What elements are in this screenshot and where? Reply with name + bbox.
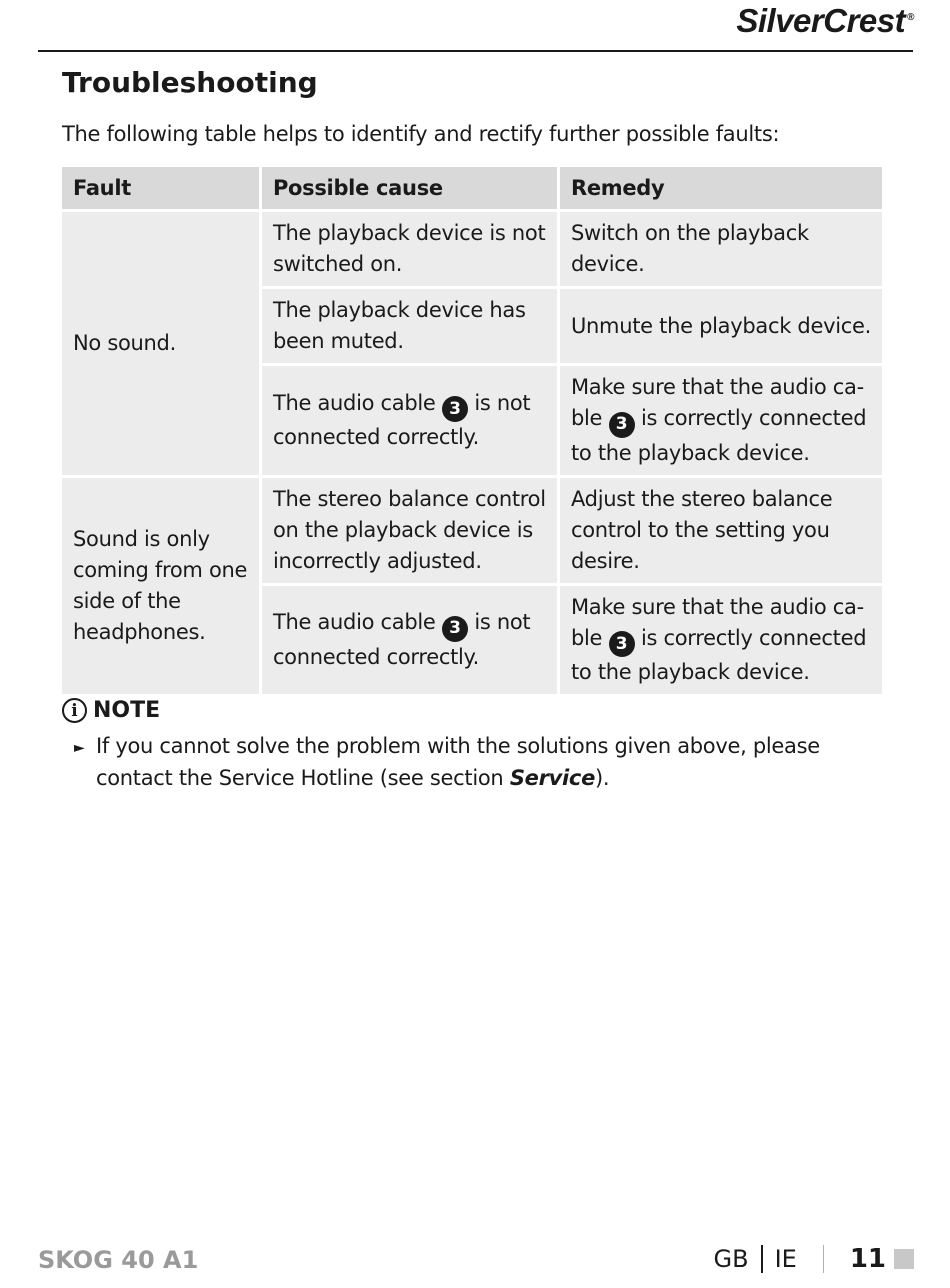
remedy-text: is correctly connected to the playback device. [570, 625, 867, 684]
remedy-text: is correctly connected to the playback device. [570, 406, 867, 465]
troubleshooting-table [59, 164, 885, 697]
language-ie: IE [774, 1245, 797, 1273]
page-number: 11 [849, 1244, 886, 1274]
service-section-reference: Service [509, 766, 596, 790]
brand-logo [736, 2, 914, 40]
note-heading [62, 698, 160, 723]
registered-mark: ® [907, 12, 914, 23]
part-number-badge: 3 [442, 396, 468, 422]
note-item [74, 730, 890, 794]
header-fault: Fault [62, 167, 259, 209]
footer-divider [823, 1245, 824, 1273]
cause-cell: The playback device has been muted. [262, 289, 557, 363]
language-gb: GB [713, 1245, 749, 1273]
part-number-badge: 3 [609, 631, 635, 657]
note-title: NOTE [93, 698, 161, 723]
cause-text: The audio cable [272, 610, 436, 634]
cause-cell [262, 366, 557, 475]
bullet-arrow-icon: ► [74, 740, 85, 756]
part-number-badge: 3 [442, 616, 468, 642]
fault-cell: No sound. [62, 212, 259, 475]
note-text-start: If you cannot solve the problem with the solutions given above, please contact the Service Hotline (see section [96, 734, 820, 790]
header-cause: Possible cause [262, 167, 557, 209]
note-text-end: ). [595, 766, 610, 790]
footer-page-info [714, 1244, 915, 1274]
page-marker [894, 1249, 914, 1269]
table-row [62, 478, 882, 583]
cause-text: The audio cable [272, 390, 436, 415]
header-remedy: Remedy [560, 167, 882, 209]
part-number-badge: 3 [609, 412, 635, 438]
remedy-cell: Adjust the stereo balance control to the setting you desire. [560, 478, 882, 583]
page-title: Troubleshooting [62, 66, 318, 99]
table-row [62, 212, 882, 286]
remedy-text: Make sure that the audio ca-ble [570, 594, 864, 650]
remedy-cell [560, 366, 882, 475]
table-header-row [62, 167, 882, 209]
language-divider [761, 1245, 763, 1273]
fault-cell: Sound is only coming from one side of the headphones. [62, 478, 259, 695]
remedy-cell: Unmute the playback device. [560, 289, 882, 363]
remedy-cell [560, 586, 882, 695]
info-icon: i [62, 698, 87, 723]
cause-cell: The stereo balance control on the playback device is incorrectly adjusted. [262, 478, 557, 583]
cause-text: is not connected correctly. [272, 390, 531, 449]
cause-text: is not connected correctly. [272, 610, 531, 669]
remedy-text: Make sure that the audio ca-ble [570, 375, 864, 430]
note-text [96, 730, 890, 794]
model-name: SKOG 40 A1 [38, 1246, 199, 1274]
header-divider [38, 50, 913, 52]
intro-text: The following table helps to identify and rectify further possible faults: [62, 122, 780, 146]
brand-name: SilverCrest [736, 2, 906, 39]
cause-cell [262, 586, 557, 695]
cause-cell: The playback device is not switched on. [262, 212, 557, 286]
remedy-cell: Switch on the playback device. [560, 212, 882, 286]
